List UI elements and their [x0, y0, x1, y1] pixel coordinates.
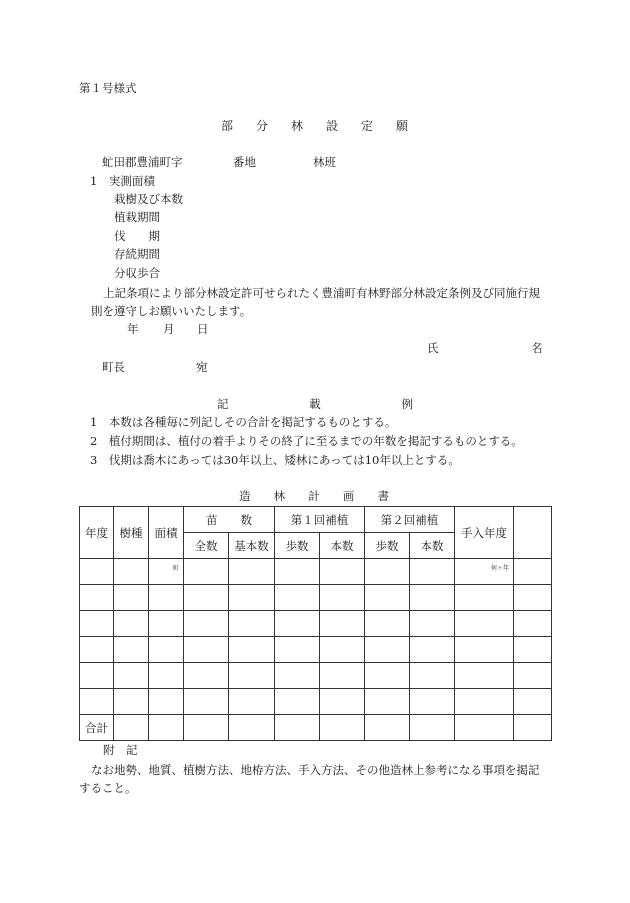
item-planting-period: 植栽期間 [114, 210, 160, 224]
header-replant-2: 第２回補植 [365, 507, 455, 533]
table-cell [149, 663, 184, 689]
table-cell [114, 585, 149, 611]
table-cell [275, 585, 320, 611]
item-survey-area: 1 実測面積 [90, 174, 155, 188]
header-area: 面積 [149, 507, 184, 559]
table-cell [114, 715, 149, 741]
document-title: 部分林設定願 [221, 119, 408, 133]
table-cell [114, 637, 149, 663]
table-cell [275, 637, 320, 663]
table-cell [320, 637, 365, 663]
table-cell [149, 585, 184, 611]
item-cutting-period: 伐 期 [114, 229, 160, 243]
unit-years: 何ヶ年 [490, 565, 509, 572]
table-cell [149, 715, 184, 741]
table-cell [229, 663, 275, 689]
table-cell [455, 689, 514, 715]
header-total-count: 全数 [184, 533, 229, 559]
table-cell [80, 559, 114, 585]
table-cell [275, 689, 320, 715]
table-cell [365, 637, 410, 663]
table-cell [455, 637, 514, 663]
date-day: 日 [197, 322, 209, 336]
table-cell [514, 637, 552, 663]
table-cell [80, 611, 114, 637]
signature-mei: 名 [531, 341, 543, 355]
table-cell [410, 689, 455, 715]
addressee-mayor: 町長 [102, 360, 125, 374]
table-cell [514, 559, 552, 585]
table-row [80, 637, 552, 663]
table-cell [410, 715, 455, 741]
table-cell [184, 585, 229, 611]
table-cell [229, 559, 275, 585]
table-row [80, 689, 552, 715]
table-total-row [80, 715, 552, 741]
table-cell [114, 611, 149, 637]
table-row [80, 611, 552, 637]
table-cell [275, 663, 320, 689]
appendix-line2: すること。 [79, 781, 137, 795]
header-seedlings: 苗 数 [184, 507, 275, 533]
table-cell [410, 585, 455, 611]
table-cell [229, 611, 275, 637]
table-cell [184, 559, 229, 585]
address-lot: 番地 [233, 155, 256, 169]
appendix-title: 附 記 [103, 743, 138, 757]
table-cell [80, 637, 114, 663]
table-cell [455, 611, 514, 637]
table-cell [320, 585, 365, 611]
table-cell [184, 715, 229, 741]
header-year: 年度 [80, 507, 114, 559]
table-cell [184, 663, 229, 689]
table-cell [80, 663, 114, 689]
example-note-1: 1 本数は各種毎に列記しその合計を掲記するものとする。 [90, 415, 397, 429]
table-cell [410, 663, 455, 689]
table-cell [455, 585, 514, 611]
table-cell [365, 663, 410, 689]
table-cell [229, 689, 275, 715]
table-cell [365, 689, 410, 715]
header-steps-1: 歩数 [275, 533, 320, 559]
date-month: 月 [163, 322, 175, 336]
total-label: 合計 [80, 715, 114, 741]
example-note-3: 3 伐期は喬木にあっては30年以上、矮林にあっては10年以上とする。 [90, 453, 460, 467]
table-cell [320, 663, 365, 689]
table-cell [455, 715, 514, 741]
table-cell-area [149, 559, 184, 585]
item-share-ratio: 分収歩合 [114, 266, 160, 280]
request-text-line2: 則を遵守しお願いいたします。 [91, 304, 252, 318]
table-cell [410, 559, 455, 585]
table-cell [410, 611, 455, 637]
table-cell [80, 689, 114, 715]
table-cell [149, 637, 184, 663]
table-cell [184, 637, 229, 663]
table-cell [410, 637, 455, 663]
planting-plan-table [79, 506, 552, 741]
table-cell [365, 585, 410, 611]
address-district: 虻田郡豊浦町字 [102, 155, 183, 169]
table-cell [275, 559, 320, 585]
unit-area: 町 [172, 565, 179, 572]
table-cell-care [455, 559, 514, 585]
header-row-1 [80, 507, 552, 533]
table-cell [365, 611, 410, 637]
header-steps-2: 歩数 [365, 533, 410, 559]
table-cell [114, 689, 149, 715]
table-cell [80, 585, 114, 611]
table-row [80, 585, 552, 611]
table-cell [229, 715, 275, 741]
header-care-year: 手入年度 [455, 507, 514, 559]
header-base-count: 基本数 [229, 533, 275, 559]
table-cell [514, 611, 552, 637]
header-count-2: 本数 [410, 533, 455, 559]
table-cell [514, 715, 552, 741]
table-cell [514, 585, 552, 611]
table-cell [514, 663, 552, 689]
table-row [80, 663, 552, 689]
table-cell [514, 689, 552, 715]
table-cell [320, 559, 365, 585]
table-cell [275, 611, 320, 637]
table-cell [320, 715, 365, 741]
item-duration: 存続期間 [114, 247, 160, 261]
table-cell [275, 715, 320, 741]
request-text-line1: 上記条項により部分林設定許可せられたく豊浦町有林野部分林設定条例及び同施行規 [103, 286, 540, 300]
form-number: 第１号様式 [79, 81, 137, 95]
plan-title: 造林計画書 [239, 489, 389, 503]
example-note-2: 2 植付期間は、植付の着手よりその終了に至るまでの年数を掲記するものとする。 [90, 434, 523, 448]
table-cell [149, 611, 184, 637]
table-cell [320, 611, 365, 637]
table-cell [320, 689, 365, 715]
header-species: 樹種 [114, 507, 149, 559]
table-cell [365, 559, 410, 585]
date-year: 年 [127, 322, 139, 336]
appendix-line1: なお地勢、地質、植樹方法、地栫方法、手入方法、その他造林上参考になる事項を掲記 [91, 763, 540, 777]
addressee-to: 宛 [196, 360, 208, 374]
table-cell [114, 663, 149, 689]
table-cell [114, 559, 149, 585]
table-cell [149, 689, 184, 715]
table-cell [365, 715, 410, 741]
table-cell [229, 585, 275, 611]
address-forest: 林班 [313, 155, 336, 169]
header-replant-1: 第１回補植 [275, 507, 365, 533]
example-title: 記載例 [217, 397, 413, 411]
table-cell [184, 689, 229, 715]
signature-shi: 氏 [427, 341, 439, 355]
table-cell [455, 663, 514, 689]
header-count-1: 本数 [320, 533, 365, 559]
table-cell [229, 637, 275, 663]
table-cell [184, 611, 229, 637]
table-row [80, 559, 552, 585]
item-planting-count: 栽樹及び本数 [114, 192, 183, 206]
header-blank [514, 507, 552, 559]
